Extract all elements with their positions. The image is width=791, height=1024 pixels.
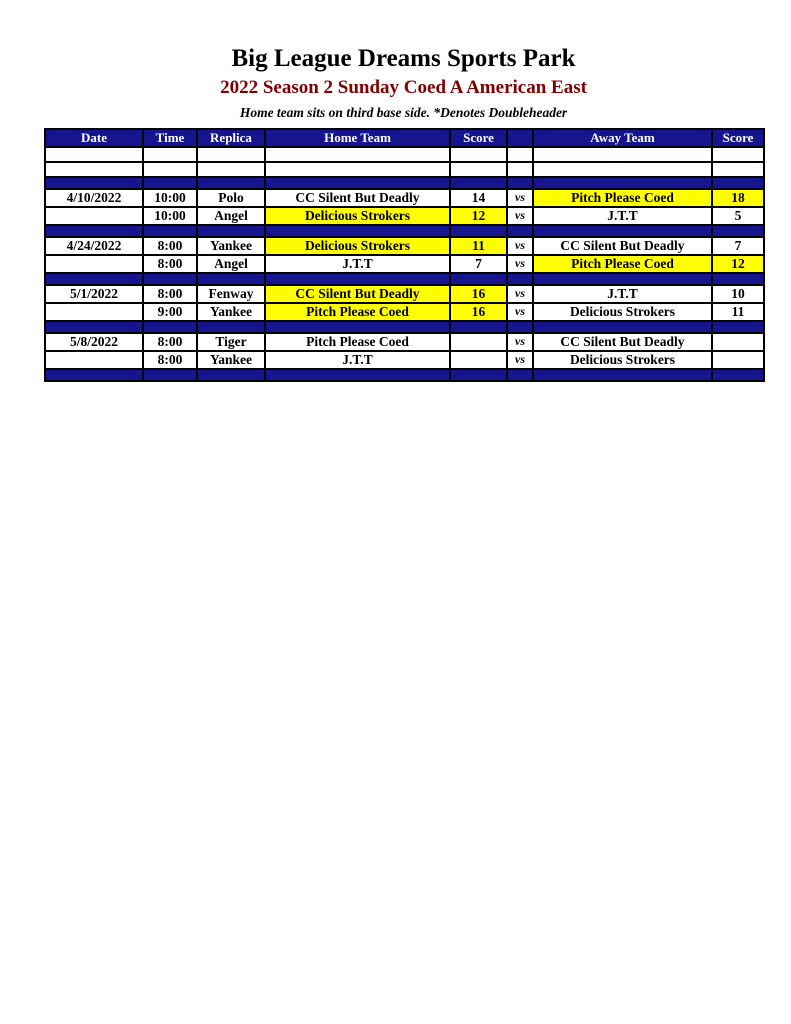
- blank-cell: [143, 147, 197, 162]
- header-time: Time: [143, 129, 197, 147]
- replica-cell: Yankee: [197, 237, 265, 255]
- separator-cell: [45, 273, 143, 285]
- blank-cell: [45, 147, 143, 162]
- away-score-cell: 7: [712, 237, 764, 255]
- away-team-cell: Delicious Strokers: [533, 351, 712, 369]
- home-team-cell: Pitch Please Coed: [265, 333, 450, 351]
- header-home-team: Home Team: [265, 129, 450, 147]
- header-date: Date: [45, 129, 143, 147]
- replica-cell: Polo: [197, 189, 265, 207]
- home-team-cell: J.T.T: [265, 351, 450, 369]
- home-team-cell: Pitch Please Coed: [265, 303, 450, 321]
- separator-cell: [507, 321, 533, 333]
- home-score-cell: [450, 351, 507, 369]
- separator-cell: [143, 369, 197, 381]
- separator-cell: [197, 273, 265, 285]
- separator-cell: [265, 369, 450, 381]
- vs-cell: vs: [507, 333, 533, 351]
- date-cell: 5/8/2022: [45, 333, 143, 351]
- separator-cell: [507, 273, 533, 285]
- blank-cell: [712, 162, 764, 177]
- date-cell: [45, 207, 143, 225]
- date-cell: [45, 255, 143, 273]
- home-score-cell: 16: [450, 303, 507, 321]
- separator-row: [45, 321, 764, 333]
- date-cell: 4/24/2022: [45, 237, 143, 255]
- vs-cell: vs: [507, 207, 533, 225]
- separator-cell: [533, 225, 712, 237]
- date-cell: 4/10/2022: [45, 189, 143, 207]
- separator-cell: [712, 273, 764, 285]
- vs-cell: vs: [507, 237, 533, 255]
- game-row: [45, 255, 764, 273]
- away-score-cell: [712, 351, 764, 369]
- game-row: [45, 333, 764, 351]
- separator-cell: [450, 225, 507, 237]
- separator-cell: [712, 177, 764, 189]
- vs-cell: vs: [507, 351, 533, 369]
- header-replica: Replica: [197, 129, 265, 147]
- separator-cell: [507, 225, 533, 237]
- separator-cell: [450, 321, 507, 333]
- away-team-cell: J.T.T: [533, 285, 712, 303]
- date-cell: [45, 351, 143, 369]
- time-cell: 10:00: [143, 189, 197, 207]
- away-team-cell: J.T.T: [533, 207, 712, 225]
- vs-cell: vs: [507, 255, 533, 273]
- separator-cell: [143, 177, 197, 189]
- header-home-score: Score: [450, 129, 507, 147]
- separator-cell: [45, 225, 143, 237]
- separator-cell: [265, 177, 450, 189]
- away-team-cell: Delicious Strokers: [533, 303, 712, 321]
- game-row: [45, 303, 764, 321]
- page-subtitle: 2022 Season 2 Sunday Coed A American East: [220, 77, 587, 98]
- separator-row: [45, 273, 764, 285]
- separator-cell: [45, 321, 143, 333]
- blank-cell: [450, 147, 507, 162]
- separator-cell: [265, 225, 450, 237]
- header-away-score: Score: [712, 129, 764, 147]
- time-cell: 8:00: [143, 255, 197, 273]
- home-team-cell: CC Silent But Deadly: [265, 189, 450, 207]
- blank-cell: [507, 162, 533, 177]
- home-score-cell: 12: [450, 207, 507, 225]
- time-cell: 8:00: [143, 237, 197, 255]
- separator-cell: [143, 321, 197, 333]
- replica-cell: Fenway: [197, 285, 265, 303]
- separator-cell: [533, 273, 712, 285]
- separator-cell: [533, 321, 712, 333]
- page-title: Big League Dreams Sports Park: [231, 45, 576, 72]
- home-team-note: Home team sits on third base side. *Denotes Doubleheader: [239, 104, 568, 120]
- schedule-content: [44, 44, 763, 382]
- separator-cell: [533, 177, 712, 189]
- home-team-cell: J.T.T: [265, 255, 450, 273]
- table-header-row: [45, 129, 764, 147]
- away-score-cell: 11: [712, 303, 764, 321]
- separator-cell: [712, 225, 764, 237]
- vs-cell: vs: [507, 189, 533, 207]
- separator-cell: [45, 369, 143, 381]
- home-score-cell: [450, 333, 507, 351]
- separator-cell: [45, 177, 143, 189]
- date-cell: 5/1/2022: [45, 285, 143, 303]
- time-cell: 8:00: [143, 333, 197, 351]
- separator-cell: [197, 225, 265, 237]
- separator-cell: [450, 273, 507, 285]
- away-team-cell: Pitch Please Coed: [533, 255, 712, 273]
- home-team-cell: Delicious Strokers: [265, 207, 450, 225]
- separator-cell: [450, 177, 507, 189]
- away-score-cell: 5: [712, 207, 764, 225]
- game-row: [45, 207, 764, 225]
- replica-cell: Tiger: [197, 333, 265, 351]
- separator-cell: [197, 321, 265, 333]
- away-team-cell: CC Silent But Deadly: [533, 333, 712, 351]
- home-score-cell: 16: [450, 285, 507, 303]
- home-score-cell: 11: [450, 237, 507, 255]
- separator-cell: [450, 369, 507, 381]
- vs-cell: vs: [507, 303, 533, 321]
- replica-cell: Yankee: [197, 303, 265, 321]
- blank-row: [45, 162, 764, 177]
- separator-row: [45, 225, 764, 237]
- separator-row: [45, 177, 764, 189]
- header-vs-spacer: [507, 129, 533, 147]
- away-team-cell: Pitch Please Coed: [533, 189, 712, 207]
- separator-cell: [265, 321, 450, 333]
- replica-cell: Angel: [197, 207, 265, 225]
- time-cell: 10:00: [143, 207, 197, 225]
- home-score-cell: 14: [450, 189, 507, 207]
- game-row: [45, 189, 764, 207]
- separator-cell: [197, 177, 265, 189]
- away-team-cell: CC Silent But Deadly: [533, 237, 712, 255]
- away-score-cell: 18: [712, 189, 764, 207]
- vs-cell: vs: [507, 285, 533, 303]
- replica-cell: Yankee: [197, 351, 265, 369]
- blank-cell: [533, 147, 712, 162]
- separator-cell: [265, 273, 450, 285]
- header-away-team: Away Team: [533, 129, 712, 147]
- separator-cell: [712, 369, 764, 381]
- blank-cell: [265, 162, 450, 177]
- home-team-cell: Delicious Strokers: [265, 237, 450, 255]
- separator-cell: [143, 225, 197, 237]
- home-score-cell: 7: [450, 255, 507, 273]
- time-cell: 8:00: [143, 351, 197, 369]
- blank-cell: [533, 162, 712, 177]
- separator-cell: [712, 321, 764, 333]
- blank-cell: [197, 162, 265, 177]
- schedule-table-body: [45, 147, 764, 381]
- home-team-cell: CC Silent But Deadly: [265, 285, 450, 303]
- replica-cell: Angel: [197, 255, 265, 273]
- time-cell: 9:00: [143, 303, 197, 321]
- time-cell: 8:00: [143, 285, 197, 303]
- separator-cell: [507, 177, 533, 189]
- separator-cell: [507, 369, 533, 381]
- blank-cell: [265, 147, 450, 162]
- blank-cell: [507, 147, 533, 162]
- separator-cell: [143, 273, 197, 285]
- away-score-cell: [712, 333, 764, 351]
- schedule-table: [44, 128, 765, 382]
- blank-cell: [197, 147, 265, 162]
- separator-row: [45, 369, 764, 381]
- game-row: [45, 237, 764, 255]
- away-score-cell: 10: [712, 285, 764, 303]
- separator-cell: [197, 369, 265, 381]
- blank-cell: [143, 162, 197, 177]
- game-row: [45, 351, 764, 369]
- blank-row: [45, 147, 764, 162]
- game-row: [45, 285, 764, 303]
- separator-cell: [533, 369, 712, 381]
- date-cell: [45, 303, 143, 321]
- blank-cell: [712, 147, 764, 162]
- blank-cell: [450, 162, 507, 177]
- blank-cell: [45, 162, 143, 177]
- away-score-cell: 12: [712, 255, 764, 273]
